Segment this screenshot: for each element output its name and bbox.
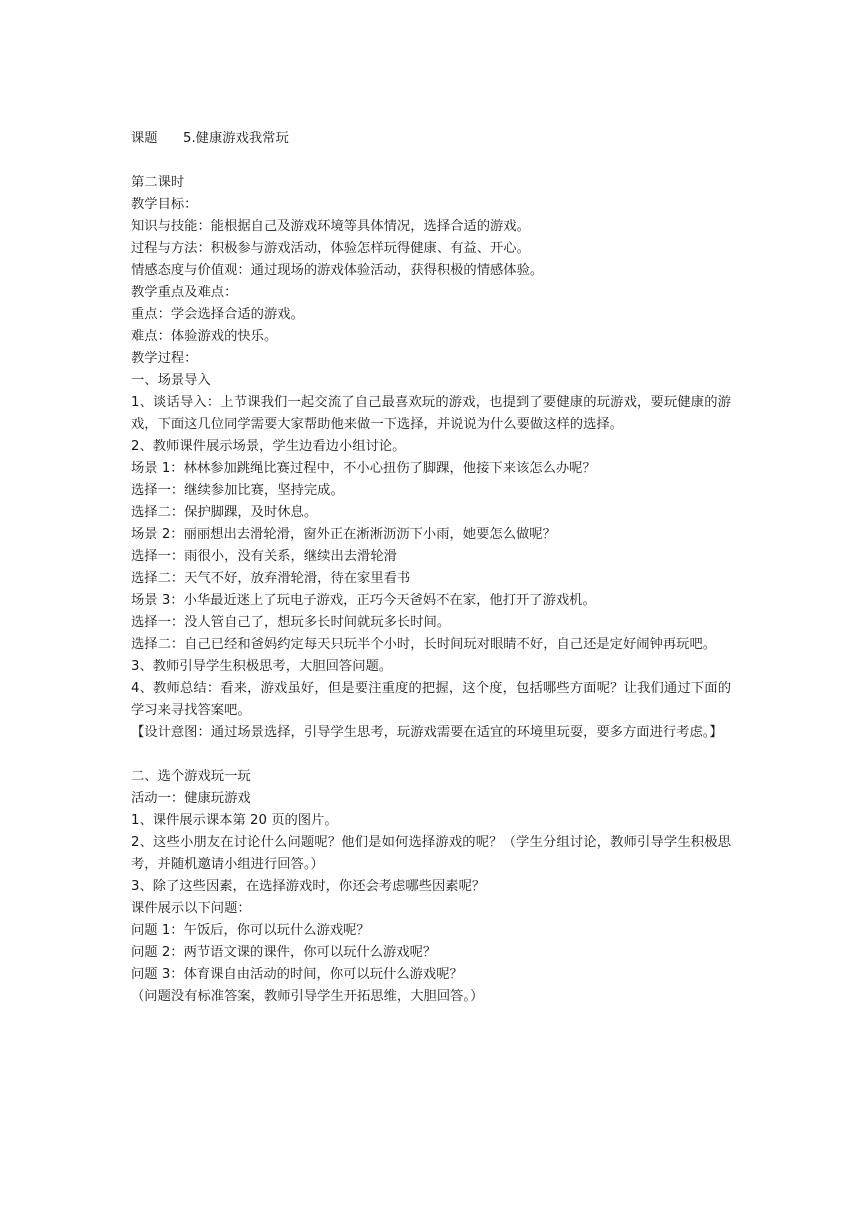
text-line: 【设计意图：通过场景选择，引导学生思考，玩游戏需要在适宜的环境里玩耍，要多方面进行考虑。】: [131, 725, 723, 740]
text-line: 选择二：保护脚踝，及时休息。: [131, 505, 318, 520]
text-line: 选择一：雨很小，没有关系，继续出去滑轮滑: [131, 549, 397, 564]
text-line: 选择一：继续参加比赛，坚持完成。: [131, 483, 344, 498]
text-line: 选择一：没人管自己了，想玩多长时间就玩多长时间。: [131, 615, 451, 630]
text-line: 课件展示以下问题：: [131, 901, 251, 916]
text-line: 二、选个游戏玩一玩: [131, 769, 251, 784]
text-line: 知识与技能：能根据自己及游戏环境等具体情况，选择合适的游戏。: [131, 219, 530, 234]
section-activity: [131, 766, 731, 1008]
text-line: 问题 3：体育课自由活动的时间，你可以玩什么游戏呢？: [131, 967, 463, 982]
blank-line: [131, 150, 731, 172]
text-line: 选择二：自己已经和爸妈约定每天只玩半个小时，长时间玩对眼睛不好，自己还是定好闹钟再玩吧。: [131, 637, 717, 652]
text-line: 第二课时: [131, 175, 185, 190]
text-line: 4、教师总结：看来，游戏虽好，但是要注重度的把握，这个度，包括哪些方面呢？让我们通过下面的学习来寻找答案吧。: [131, 681, 731, 718]
text-line: 1、课件展示课本第 20 页的图片。: [131, 813, 338, 828]
text-line: 问题 1：午饭后，你可以玩什么游戏呢？: [131, 923, 370, 938]
text-line: 3、教师引导学生积极思考，大胆回答问题。: [131, 659, 393, 674]
lesson-title: [131, 128, 731, 150]
text-line: 教学重点及难点：: [131, 285, 238, 300]
text-line: 活动一：健康玩游戏: [131, 791, 251, 806]
document-body: [131, 128, 731, 1008]
blank-line: [131, 744, 731, 766]
text-line: 问题 2：两节语文课的课件，你可以玩什么游戏呢？: [131, 945, 437, 960]
text-line: 场景 3：小华最近迷上了玩电子游戏，正巧今天爸妈不在家，他打开了游戏机。: [131, 593, 596, 608]
text-line: 教学目标：: [131, 197, 198, 212]
text-line: 选择二：天气不好，放弃滑轮滑，待在家里看书: [131, 571, 411, 586]
section-objectives-and-process: [131, 172, 731, 744]
text-line: 情感态度与价值观：通过现场的游戏体验活动，获得积极的情感体验。: [131, 263, 544, 278]
text-line: 一、场景导入: [131, 373, 211, 388]
text-line: 2、这些小朋友在讨论什么问题呢？他们是如何选择游戏的呢？（学生分组讨论，教师引导学生积极思考，并随机邀请小组进行回答。）: [131, 835, 731, 872]
text-line: 3、除了这些因素，在选择游戏时，你还会考虑哪些因素呢？: [131, 879, 486, 894]
text-line: 过程与方法：积极参与游戏活动，体验怎样玩得健康、有益、开心。: [131, 241, 530, 256]
title-label: 课题: [131, 131, 158, 146]
title-text: 5.健康游戏我常玩: [183, 131, 289, 146]
text-line: 难点：体验游戏的快乐。: [131, 329, 278, 344]
text-line: 场景 2：丽丽想出去滑轮滑，窗外正在淅淅沥沥下小雨，她要怎么做呢？: [131, 527, 556, 542]
text-line: 1、谈话导入：上节课我们一起交流了自己最喜欢玩的游戏，也提到了要健康的玩游戏，要玩健康的游戏，下面这几位同学需要大家帮助他来做一下选择，并说说为什么要做这样的选择。: [131, 395, 731, 432]
text-line: 重点：学会选择合适的游戏。: [131, 307, 304, 322]
text-line: （问题没有标准答案，教师引导学生开拓思维，大胆回答。）: [131, 989, 484, 1004]
text-line: 教学过程：: [131, 351, 198, 366]
text-line: 场景 1：林林参加跳绳比赛过程中，不小心扭伤了脚踝，他接下来该怎么办呢？: [131, 461, 596, 476]
text-line: 2、教师课件展示场景，学生边看边小组讨论。: [131, 439, 406, 454]
